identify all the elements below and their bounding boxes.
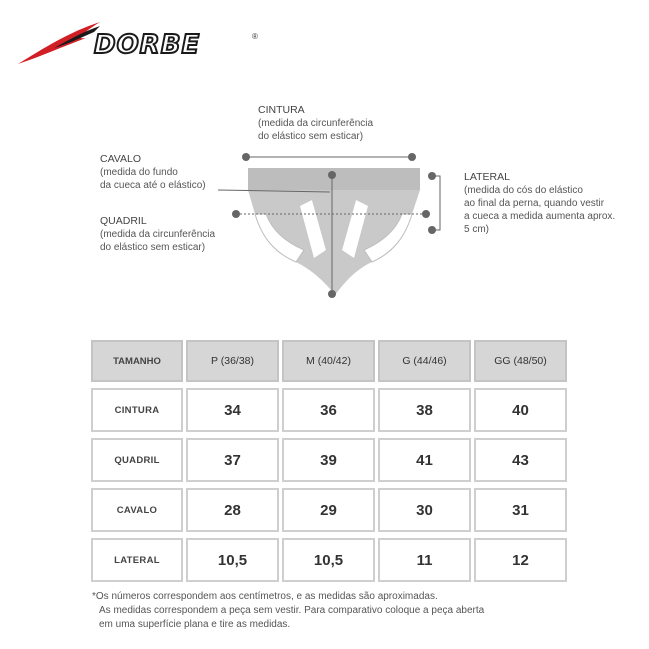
lateral-dot-top [428,172,436,180]
table-cell: 34 [186,388,279,432]
row-label: QUADRIL [91,438,183,482]
table-cell: 11 [378,538,471,582]
table-cell: 28 [186,488,279,532]
footnote-line: As medidas correspondem a peça sem vestir. Para comparativo coloque a peça aberta [99,605,485,616]
row-label: CAVALO [91,488,183,532]
cavalo-title: CAVALO [100,153,142,165]
header-size: M (40/42) [282,340,375,382]
table-cell: 12 [474,538,567,582]
footnote [92,590,632,632]
cavalo-dot-bottom [328,290,336,298]
header-size: GG (48/50) [474,340,567,382]
lateral-bracket [434,176,440,230]
lateral-label [464,171,615,236]
underwear-diagram [0,0,649,320]
table-cell: 30 [378,488,471,532]
row-label: CINTURA [91,388,183,432]
cavalo-dot-top [328,171,336,179]
table-cell: 43 [474,438,567,482]
table-row [91,388,567,432]
registered-mark: ® [252,32,258,41]
table-cell: 10,5 [186,538,279,582]
footnote-line: *Os números correspondem aos centímetros, e as medidas são aproximadas. [92,591,438,602]
table-cell: 10,5 [282,538,375,582]
header-tamanho: TAMANHO [91,340,183,382]
lateral-title: LATERAL [464,171,510,183]
quadril-label [100,215,215,254]
table-cell: 40 [474,388,567,432]
quadril-dot-left [232,210,240,218]
quadril-title: QUADRIL [100,215,147,227]
lateral-desc: (medida do cós do elástico ao final da perna, quando vestir a cueca a medida aumenta aprox. 5 cm) [464,185,616,235]
cintura-desc: (medida da circunferência do elástico sem esticar) [258,118,374,142]
table-row [91,488,567,532]
brief-illustration [248,168,420,295]
table-row [91,538,567,582]
cavalo-desc: (medida do fundo da cueca até o elástico) [100,167,206,191]
table-cell: 29 [282,488,375,532]
cintura-dot-left [242,153,250,161]
row-label: LATERAL [91,538,183,582]
footnote-line: em uma superfície plana e tire as medidas. [99,619,291,630]
table-cell: 36 [282,388,375,432]
table-cell: 41 [378,438,471,482]
brand-name: DORBE [94,30,201,60]
cintura-dot-right [408,153,416,161]
quadril-desc: (medida da circunferência do elástico sem esticar) [100,229,216,253]
table-cell: 31 [474,488,567,532]
quadril-dot-right [422,210,430,218]
header-size: G (44/46) [378,340,471,382]
lateral-dot-bottom [428,226,436,234]
size-table [88,334,570,588]
table-cell: 39 [282,438,375,482]
cintura-title: CINTURA [258,104,305,116]
table-row [91,438,567,482]
header-size: P (36/38) [186,340,279,382]
cintura-label [258,104,373,143]
table-cell: 37 [186,438,279,482]
cavalo-label [100,153,206,192]
table-header-row [91,340,567,382]
table-cell: 38 [378,388,471,432]
